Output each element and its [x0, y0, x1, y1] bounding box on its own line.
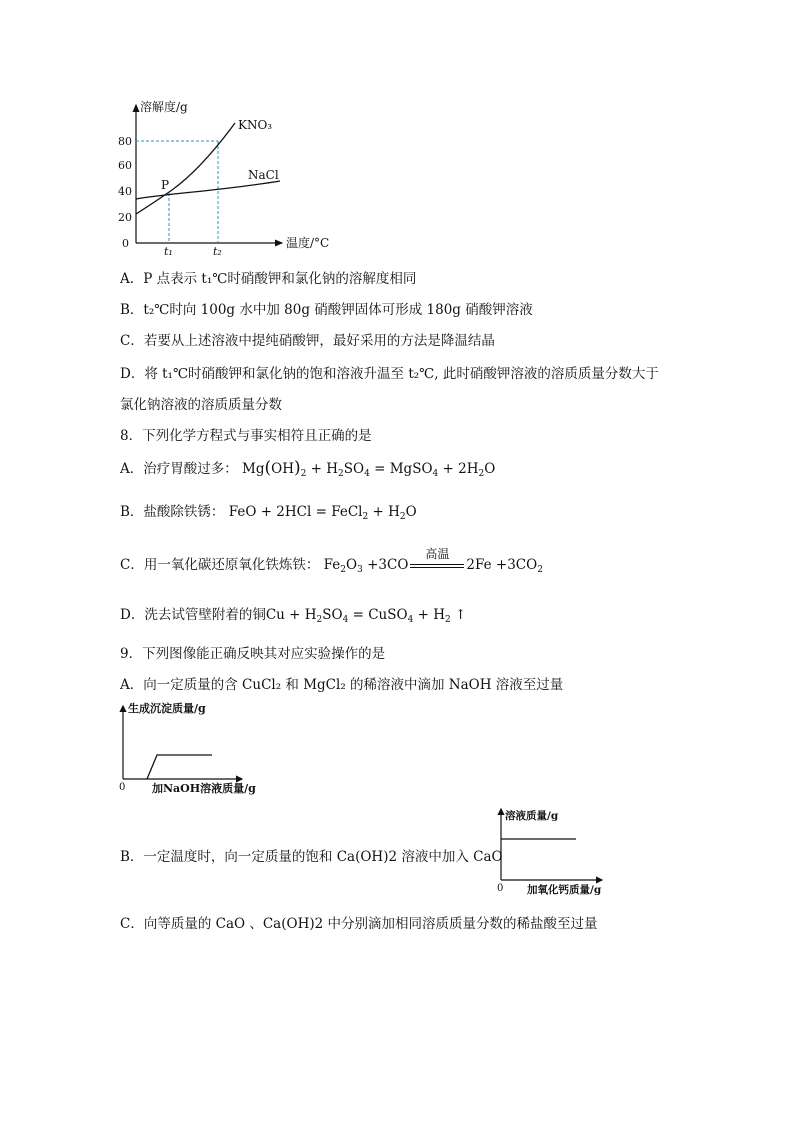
q9-a-x-label: 加NaOH溶液质量/g	[152, 782, 256, 795]
y-tick-0: 0	[122, 237, 129, 250]
q8-a-equation: $Mg(OH)_2 + H_2SO_4$ = MgSO$_4$ + $2H_2O$	[242, 458, 496, 479]
q7-option-d-line2: 氯化钠溶液的溶质质量分数	[120, 397, 282, 413]
q8-c-label: C．用一氧化碳还原氧化铁炼铁：	[120, 557, 320, 573]
q8-a-label: A．治疗胃酸过多：	[120, 461, 238, 477]
y-tick-60: 60	[118, 159, 132, 172]
q7-option-a: A．P 点表示 t₁℃时硝酸钾和氯化钠的溶解度相同	[120, 271, 417, 287]
kno3-label: KNO₃	[238, 118, 273, 132]
y-tick-20: 20	[118, 211, 132, 224]
y-axis-label: 溶解度/g	[140, 100, 188, 114]
q7-option-c: C．若要从上述溶液中提纯硝酸钾，最好采用的方法是降温结晶	[120, 333, 495, 349]
q8-option-c	[120, 546, 543, 579]
q9-a-y-label: 生成沉淀质量/g	[128, 702, 206, 715]
q9-option-b: B．一定温度时，向一定质量的饱和 Ca(OH)2 溶液中加入 CaO	[120, 849, 503, 865]
q8-d-label: D．洗去试管壁附着的铜	[120, 607, 266, 623]
nacl-curve	[136, 181, 280, 199]
q9-b-chart	[494, 805, 614, 900]
q9-a-chart	[112, 700, 272, 800]
q8-stem: 8．下列化学方程式与事实相符且正确的是	[120, 428, 372, 444]
q9-b-y-label: 溶液质量/g	[505, 810, 559, 822]
q7-option-d-line1: D．将 t₁℃时硝酸钾和氯化钠的饱和溶液升温至 t₂℃, 此时硝酸钾溶液的溶质质量分数大于	[120, 366, 659, 382]
q9-a-curve	[147, 755, 212, 779]
solubility-chart	[110, 95, 350, 260]
q8-d-equation: $Cu + H_2SO_4$ = CuSO$_4$ + $H_2$ ↑	[265, 607, 467, 625]
q9-a-origin: 0	[119, 782, 126, 793]
q8-option-d	[120, 606, 466, 629]
q9-option-a: A．向一定质量的含 CuCl₂ 和 MgCl₂ 的稀溶液中滴加 NaOH 溶液至过量	[120, 677, 564, 693]
x-axis-label: 温度/°C	[286, 236, 330, 250]
q9-stem: 9．下列图像能正确反映其对应实验操作的是	[120, 646, 386, 662]
kno3-curve	[136, 123, 235, 214]
q8-option-a	[120, 459, 495, 483]
q7-option-b: B．t₂℃时向 100g 水中加 80g 硝酸钾固体可形成 180g 硝酸钾溶液	[120, 302, 533, 318]
y-tick-40: 40	[118, 185, 132, 198]
q8-b-equation: FeO + 2HCl = FeCl$_2$ + $H_2O$	[228, 504, 417, 522]
q8-c-condition: 高温	[425, 546, 450, 561]
q9-b-x-label: 加氧化钙质量/g	[527, 884, 602, 896]
q9-b-origin: 0	[497, 883, 504, 894]
x-tick-t1: t₁	[164, 245, 173, 258]
q8-c-equation: $Fe_2O_3 +3CO$ 高温 $2Fe +3CO_2$	[323, 546, 543, 575]
x-tick-t2: t₂	[213, 245, 222, 258]
nacl-label: NaCl	[248, 168, 279, 182]
y-tick-80: 80	[118, 135, 132, 148]
q8-option-b	[120, 503, 417, 526]
q8-b-label: B．盐酸除铁锈：	[120, 504, 225, 520]
q9-option-c: C．向等质量的 CaO 、Ca(OH)2 中分别滴加相同溶质质量分数的稀盐酸至过量	[120, 916, 598, 932]
point-p-label: P	[161, 178, 170, 192]
